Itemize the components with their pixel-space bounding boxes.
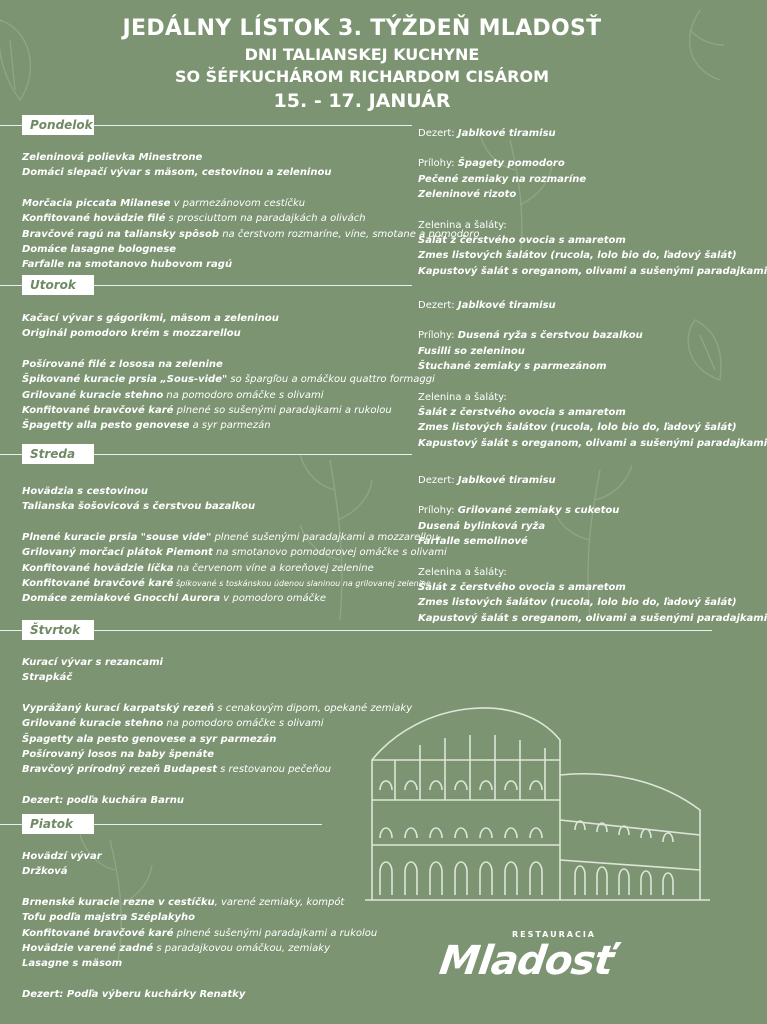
main-item: Konfitované bravčové karé plnené so sušenými paradajkami a rukolou — [22, 405, 392, 417]
wednesday-right-column — [418, 473, 767, 626]
side-item: Dusená bylinková ryža — [418, 520, 546, 532]
soup-item: Hovädzia s cestovinou — [22, 486, 148, 497]
monday-left-column — [22, 150, 479, 273]
wednesday-left-column — [22, 484, 447, 607]
soup-item: Domáci slepačí vývar s mäsom, cestovinou a zeleninou — [22, 167, 332, 179]
soup-item: Hovädzí vývar — [22, 851, 102, 862]
divider — [0, 630, 712, 631]
sides-line: Prílohy: Špagety pomodoro — [418, 158, 565, 170]
main-item: Domáce zemiakové Gnocchi Aurora v pomodoro omáčke — [22, 593, 327, 605]
day-label: Štvrtok — [22, 620, 94, 640]
soup-item: Talianska šošovicová s čerstvou bazalkou — [22, 501, 256, 513]
dessert-line: Dezert: Jablkové tiramisu — [418, 475, 556, 486]
side-item: Zeleninové rizoto — [418, 189, 517, 201]
friday-left-column — [22, 849, 377, 1002]
soup-item: Držková — [22, 866, 68, 878]
monday-right-column — [418, 126, 767, 279]
main-item: Konfitované bravčové karé špikované s toskánskou údenou slaninou na grilovanej zelenine — [22, 578, 431, 590]
soup-item: Originál pomodoro krém s mozzarellou — [22, 328, 241, 340]
logo-wordmark: Mladosť — [436, 938, 616, 984]
salad-item: Šalát z čerstvého ovocia s amaretom — [418, 407, 626, 419]
salad-item: Kapustový šalát s oreganom, olivami a sušenými paradajkami — [418, 612, 767, 624]
main-item: Grilované kuracie stehno na pomodoro omáčke s olivami — [22, 718, 324, 730]
salads-label: Zelenina a šaláty: — [418, 391, 507, 403]
salad-item: Kapustový šalát s oreganom, olivami a sušenými paradajkami — [418, 265, 767, 277]
day-label: Streda — [22, 444, 94, 464]
main-item: Konfitované bravčové karé plnené sušenými paradajkami a rukolou — [22, 927, 378, 939]
main-item: Tofu podľa majstra Széplakyho — [22, 912, 195, 924]
main-item: Konfitované hovädzie filé s prosciuttom na paradajkách a olivách — [22, 213, 366, 225]
day-header-tuesday — [0, 275, 712, 297]
main-item: Grilovaný morčací plátok Piemont na smotanovo pomodorovej omáčke s olivami — [22, 547, 447, 559]
dessert-line: Dezert: podľa kuchára Barnu — [22, 794, 184, 806]
day-label: Piatok — [22, 814, 94, 834]
dessert-line: Dezert: Jablkové tiramisu — [418, 300, 556, 311]
day-header-wednesday — [0, 444, 712, 466]
main-item: Brnenské kuracie rezne v cestíčku, varené zemiaky, kompót — [22, 896, 345, 908]
logo-subtitle: RESTAURACIA — [511, 930, 596, 939]
main-item: Špikované kuracie prsia „Sous-vide" so špargľou a omáčkou quattro formaggi — [22, 374, 435, 386]
thursday-left-column — [22, 655, 412, 808]
side-item: Farfalle semolinové — [418, 536, 528, 548]
chef-line: SO ŠÉFKUCHÁROM RICHARDOM CISÁROM — [174, 67, 550, 86]
side-item: Fusilli so zeleninou — [418, 345, 525, 357]
side-item: Pečené zemiaky na rozmaríne — [418, 173, 587, 185]
day-label: Utorok — [22, 275, 94, 295]
main-item: Grilované kuracie stehno na pomodoro omáčke s olivami — [22, 389, 324, 401]
main-item: Lasagne s mäsom — [22, 958, 123, 970]
salad-item: Šalát z čerstvého ovocia s amaretom — [418, 582, 626, 594]
side-item: Štuchané zemiaky s parmezánom — [418, 361, 607, 373]
dessert-line: Dezert: Podľa výberu kuchárky Renatky — [22, 988, 246, 1000]
menu-header — [0, 14, 724, 114]
salad-item: Zmes listových šalátov (rucola, lolo bio do, ľadový šalát) — [418, 597, 737, 609]
main-item: Domáce lasagne bolognese — [22, 244, 177, 256]
menu-subtitle: DNI TALIANSKEJ KUCHYNE — [244, 45, 480, 64]
soup-item: Kačací vývar s gágorikmi, mäsom a zeleninou — [22, 313, 279, 324]
day-header-friday — [0, 814, 712, 836]
salad-item: Zmes listových šalátov (rucola, lolo bio do, ľadový šalát) — [418, 422, 737, 434]
day-header-thursday — [0, 620, 712, 642]
salads-label: Zelenina a šaláty: — [418, 219, 507, 231]
main-item: Vyprážaný kurací karpatský rezeň s cenakovým dipom, opekané zemiaky — [22, 702, 413, 714]
salads-label: Zelenina a šaláty: — [418, 566, 507, 578]
salad-item: Šalát z čerstvého ovocia s amaretom — [418, 235, 626, 247]
soup-item: Kurací vývar s rezancami — [22, 657, 163, 668]
tuesday-left-column — [22, 311, 435, 434]
menu-dates: 15. - 17. JANUÁR — [273, 90, 451, 112]
day-label: Pondelok — [22, 115, 94, 135]
main-item: Plnené kuracie prsia "souse vide" plnené sušenými paradajkami a mozzarellou — [22, 531, 439, 543]
soup-item: Zeleninová polievka Minestrone — [22, 152, 203, 163]
soup-item: Strapkáč — [22, 672, 73, 684]
main-item: Bravčové ragú na taliansky spôsob na čerstvom rozmaríne, víne, smotane a pomodoro — [22, 228, 480, 240]
main-item: Konfitované hovädzie líčka na červenom víne a koreňovej zelenine — [22, 562, 374, 574]
main-item: Bravčový prírodný rezeň Budapest s restovanou pečeňou — [22, 764, 332, 776]
salad-item: Zmes listových šalátov (rucola, lolo bio do, ľadový šalát) — [418, 250, 737, 262]
main-item: Morčacia piccata Milanese v parmezánovom cestíčku — [22, 197, 306, 209]
main-item: Špagetty ala pesto genovese a syr parmezán — [22, 733, 277, 745]
main-item: Špagetty alla pesto genovese a syr parmezán — [22, 420, 271, 432]
main-item: Farfalle na smotanovo hubovom ragú — [22, 259, 233, 271]
main-item: Hovädzie varené zadné s paradajkovou omáčkou, zemiaky — [22, 943, 331, 955]
main-item: Pošírovaný losos na baby špenáte — [22, 749, 215, 761]
tuesday-right-column — [418, 298, 767, 451]
restaurant-logo — [436, 930, 616, 990]
dessert-line: Dezert: Jablkové tiramisu — [418, 128, 556, 139]
sides-line: Prílohy: Dusená ryža s čerstvou bazalkou — [418, 330, 643, 342]
main-item: Pošírované filé z lososa na zelenine — [22, 358, 223, 370]
colosseum-illustration — [365, 708, 710, 900]
menu-title: JEDÁLNY LÍSTOK 3. TÝŽDEŇ MLADOSŤ — [122, 16, 602, 41]
salad-item: Kapustový šalát s oreganom, olivami a sušenými paradajkami — [418, 437, 767, 449]
sides-line: Prílohy: Grilované zemiaky s cuketou — [418, 505, 620, 517]
